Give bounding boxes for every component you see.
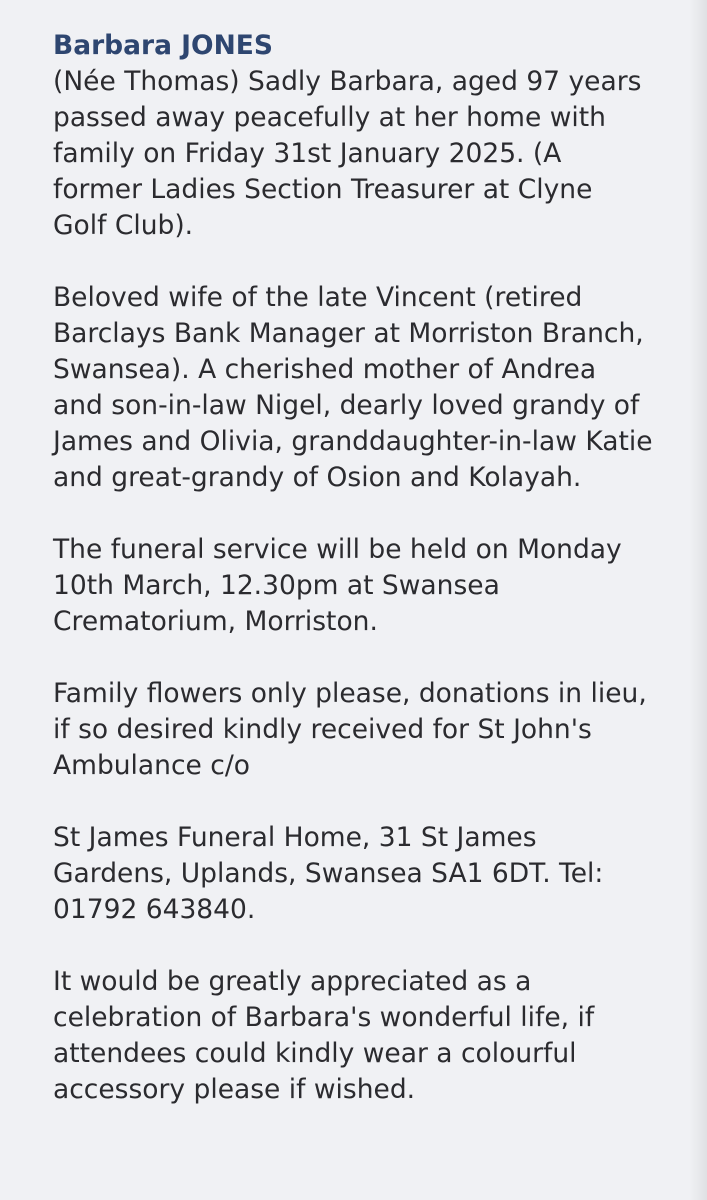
notice-paragraph-request: It would be greatly appreciated as a celebration of Barbara's wonderful life, if attendees could kindly wear a colourful accessory please if wished.	[53, 966, 595, 1105]
notice-paragraph-intro: (Née Thomas) Sadly Barbara, aged 97 years passed away peacefully at her home with family on Friday 31st January 2025. (A former Ladies Section Treasurer at Clyne Golf Club).	[53, 66, 642, 241]
notice-paragraph-service: The funeral service will be held on Monday 10th March, 12.30pm at Swansea Crematorium, Morriston.	[53, 534, 622, 637]
notice-paragraph-donations: Family flowers only please, donations in lieu, if so desired kindly received for St John's Ambulance c/o	[53, 678, 647, 781]
notice-paragraph-funeral-home: St James Funeral Home, 31 St James Gardens, Uplands, Swansea SA1 6DT. Tel: 01792 643840.	[53, 822, 604, 925]
notice-name[interactable]: Barbara JONES	[53, 30, 273, 61]
scroll-edge-shadow	[689, 0, 707, 1200]
notice-paragraph-family: Beloved wife of the late Vincent (retired Barclays Bank Manager at Morriston Branch, Swansea). A cherished mother of Andrea and son-in-law Nigel, dearly loved grandy of James and Olivia, granddaughter-in-law Katie and great-grandy of Osion and Kolayah.	[53, 282, 653, 493]
obituary-notice	[53, 28, 653, 1108]
